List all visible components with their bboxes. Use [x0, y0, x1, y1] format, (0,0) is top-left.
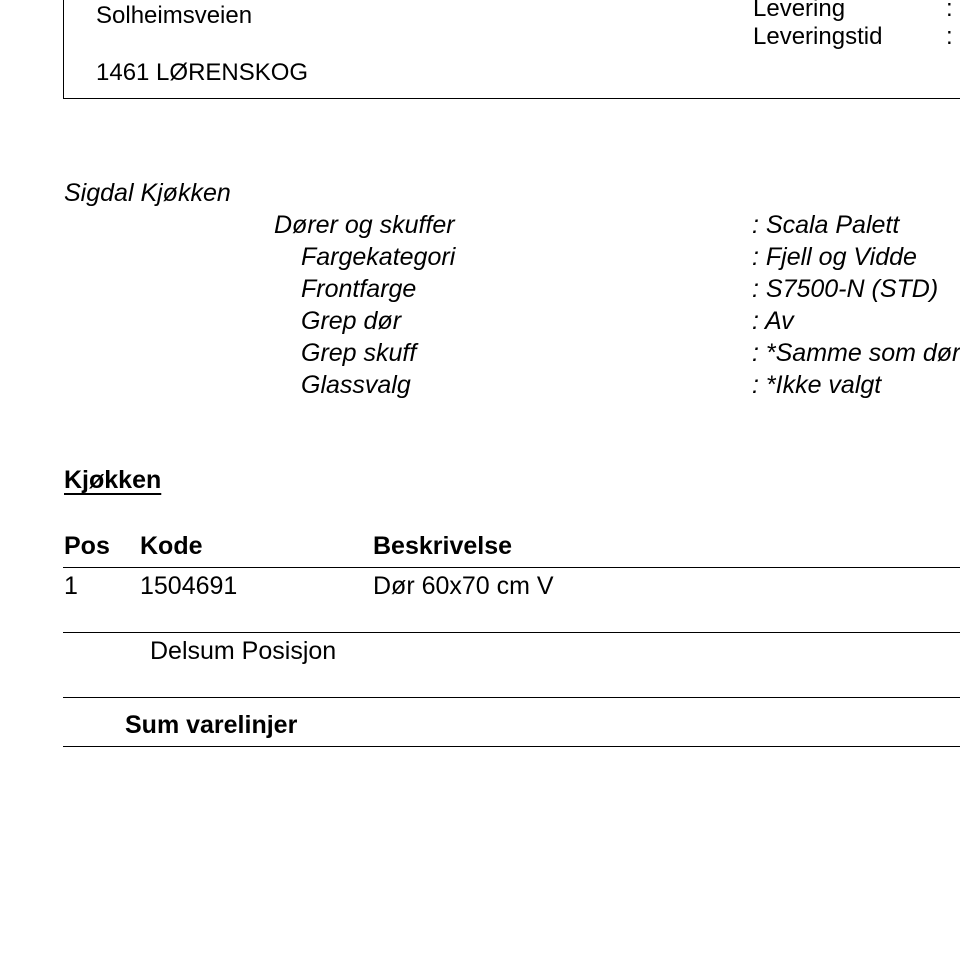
table-header-beskrivelse: Beskrivelse: [373, 532, 513, 560]
row-rule: [63, 632, 960, 633]
levering-label: Levering: [753, 0, 846, 22]
leveringstid-sep: :: [946, 23, 953, 50]
table-header-rule: [63, 567, 960, 568]
leveringstid-label: Leveringstid: [753, 23, 883, 50]
brand-title: Sigdal Kjøkken: [64, 179, 231, 207]
subtotal-label: Delsum Posisjon: [150, 637, 337, 665]
spec-label-doors: Dører og skuffer: [274, 211, 455, 239]
row-kode: 1504691: [140, 572, 238, 600]
address-street: Solheimsveien: [96, 2, 253, 29]
table-header-pos: Pos: [64, 532, 110, 560]
total-rule: [63, 746, 960, 747]
spec-value-glass: : *Ikke valgt: [752, 371, 882, 399]
total-label: Sum varelinjer: [125, 711, 298, 739]
spec-value-drawer-handle: : *Samme som dør: [752, 339, 960, 367]
spec-label-glass: Glassvalg: [301, 371, 411, 399]
spec-value-door-handle: : Av: [752, 307, 794, 335]
row-beskrivelse: Dør 60x70 cm V: [373, 572, 554, 600]
address-postal: 1461 LØRENSKOG: [96, 59, 309, 86]
row-pos: 1: [64, 572, 78, 600]
spec-value-front-color: : S7500-N (STD): [752, 275, 939, 303]
table-header-kode: Kode: [140, 532, 203, 560]
spec-label-front-color: Frontfarge: [301, 275, 417, 303]
spec-label-drawer-handle: Grep skuff: [301, 339, 417, 367]
section-title: Kjøkken: [64, 466, 162, 494]
spec-value-doors: : Scala Palett: [752, 211, 900, 239]
spec-label-door-handle: Grep dør: [301, 307, 402, 335]
levering-sep: :: [946, 0, 953, 22]
subtotal-rule: [63, 697, 960, 698]
spec-label-color-category: Fargekategori: [301, 243, 456, 271]
spec-value-color-category: : Fjell og Vidde: [752, 243, 917, 271]
